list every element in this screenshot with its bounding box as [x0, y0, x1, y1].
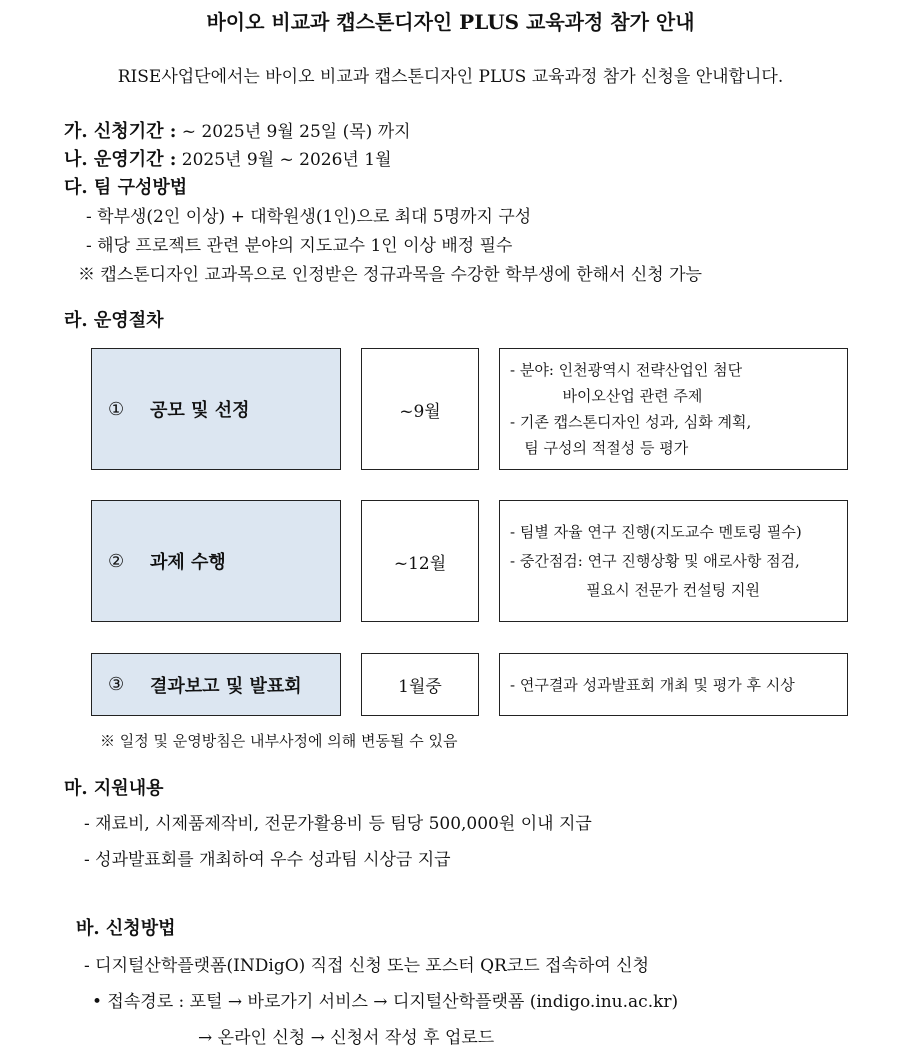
access-route-line-1: • 접속경로 : 포털 → 바로가기 서비스 → 디지털산학플랫폼 (indigo.inu.ac.kr)	[92, 992, 679, 1012]
stage-number: ②	[108, 550, 125, 572]
list-item: - 학부생(2인 이상) + 대학원생(1인)으로 최대 5명까지 구성	[86, 207, 532, 227]
stage-3-name-box	[91, 653, 341, 716]
stage-desc-line: - 중간점검: 연구 진행상황 및 애로사항 점검,	[510, 551, 800, 570]
stage-2-name-box	[91, 500, 341, 622]
section-operation-procedure	[64, 306, 163, 332]
stage-1-name-box	[91, 348, 341, 470]
note-text: ※ 캡스톤디자인 교과목으로 인정받은 정규과목을 수강한 학부생에 한해서 신청 가능	[78, 265, 702, 285]
section-label: 다. 팀 구성방법	[64, 177, 188, 198]
section-operation-period	[64, 145, 392, 171]
stage-name: 결과보고 및 발표회	[150, 675, 302, 697]
list-item: - 디지털산학플랫폼(INDigO) 직접 신청 또는 포스터 QR코드 접속하여 신청	[84, 956, 650, 976]
stage-desc-line: 바이오산업 관련 주제	[510, 387, 703, 405]
section-label: 마. 지원내용	[64, 778, 164, 799]
section-team-composition	[64, 173, 187, 199]
stage-number: ③	[108, 674, 125, 695]
list-item: - 성과발표회를 개최하여 우수 성과팀 시상금 지급	[84, 850, 451, 870]
stage-3-desc-box	[499, 653, 848, 716]
stage-1-period-box	[361, 348, 479, 470]
list-item: - 재료비, 시제품제작비, 전문가활용비 등 팀당 500,000원 이내 지급	[84, 814, 592, 834]
stage-period: ~12월	[393, 553, 447, 574]
section-application-period	[64, 117, 411, 143]
section-label: 바. 신청방법	[76, 918, 176, 939]
stage-desc-line: - 팀별 자율 연구 진행(지도교수 멘토링 필수)	[510, 522, 802, 541]
access-route-line-2: → 온라인 신청 → 신청서 작성 후 업로드	[198, 1028, 495, 1048]
stage-2-desc-box	[499, 500, 848, 622]
stage-desc-line: - 분야: 인천광역시 전략산업인 첨단	[510, 361, 743, 379]
section-support	[64, 774, 163, 800]
section-value: 2025년 9월 ~ 2026년 1월	[176, 150, 392, 170]
section-application-method	[76, 914, 175, 940]
section-label: 가. 신청기간 :	[64, 121, 177, 142]
stage-desc-line: 팀 구성의 적절성 등 평가	[510, 439, 689, 457]
stage-desc-line: - 연구결과 성과발표회 개최 및 평가 후 시상	[510, 675, 795, 694]
section-label: 라. 운영절차	[64, 310, 164, 331]
stage-3-period-box	[361, 653, 479, 716]
stage-desc-line: - 기존 캡스톤디자인 성과, 심화 계획,	[510, 413, 752, 431]
stage-period: 1월중	[398, 677, 442, 697]
section-value: ~ 2025년 9월 25일 (목) 까지	[176, 122, 411, 142]
stage-name: 과제 수행	[150, 552, 226, 573]
stage-period: ~9월	[399, 401, 441, 422]
stage-1-desc-box	[499, 348, 848, 470]
stage-desc-line: 필요시 전문가 컨설팅 지원	[510, 580, 760, 599]
stage-2-period-box	[361, 500, 479, 622]
stage-name: 공모 및 선정	[150, 400, 250, 421]
schedule-note: ※ 일정 및 운영방침은 내부사정에 의해 변동될 수 있음	[100, 732, 458, 750]
section-label: 나. 운영기간 :	[64, 149, 177, 170]
stage-number: ①	[108, 398, 125, 420]
list-item: - 해당 프로젝트 관련 분야의 지도교수 1인 이상 배정 필수	[86, 236, 513, 256]
page-title: 바이오 비교과 캡스톤디자인 PLUS 교육과정 참가 안내	[206, 10, 695, 34]
intro-text: RISE사업단에서는 바이오 비교과 캡스톤디자인 PLUS 교육과정 참가 신청을 안내합니다.	[117, 67, 784, 87]
